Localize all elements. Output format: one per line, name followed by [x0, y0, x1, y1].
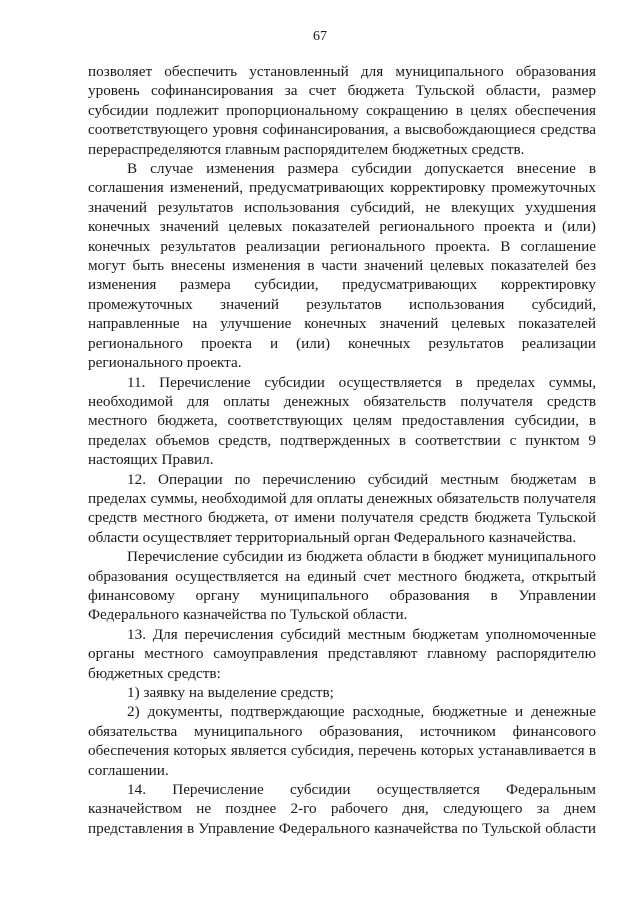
paragraph-item-11: 11. Перечисление субсидии осуществляется в пределах суммы, необходимой для оплаты денежных обязательств получателя средств местного бюджета, соответствующих целям предоставления субсидии, в пределах объемов средств, подтвержденных в соответствии с пунктом 9 настоящих Правил. — [88, 373, 596, 469]
paragraph-item-12: 12. Операции по перечислению субсидий местным бюджетам в пределах суммы, необходимой для оплаты денежных обязательств получателя средств местного бюджета, от имени получателя средств бюджета Тульской области осуществляет территориальный орган Федерального казначейства. — [88, 470, 596, 546]
paragraph-continuation: позволяет обеспечить установленный для муниципального образования уровень софинансирования за счет бюджета Тульской области, размер субсидии подлежит пропорциональному сокращению в целях обеспечения соответствующего уровня софинансирования, а высвобождающиеся средства перераспределяются главным распорядителем бюджетных средств. — [88, 63, 596, 158]
page-number: 67 — [313, 29, 327, 44]
paragraph-item-13-point-2: 2) документы, подтверждающие расходные, бюджетные и денежные обязательства муниципального образования, источником финансового обеспечения которых является субсидия, перечень которых устанавливается в соглашении. — [88, 703, 596, 779]
document-body — [88, 62, 596, 838]
paragraph-item-13: 13. Для перечисления субсидий местным бюджетам уполномоченные органы местного самоуправления представляют главному распорядителю бюджетных средств: — [88, 625, 596, 682]
paragraph-transfer-account: Перечисление субсидии из бюджета области в бюджет муниципального образования осуществляется на единый счет местного бюджета, открытый финансовому органу муниципального образования в Управлении Федерального казначейства по Тульской области. — [88, 548, 596, 624]
paragraph-subsidy-change: В случае изменения размера субсидии допускается внесение в соглашения изменений, предусматривающих корректировку промежуточных значений результатов использования субсидий, не влекущих ухудшения конечных значений целевых показателей регионального проекта и (или) конечных результатов реализации регионального проекта. В соглашение могут быть внесены изменения в части значений целевых показателей без изменения размера субсидии, предусматривающих корректировку промежуточных значений результатов использования субсидий, направленные на улучшение конечных значений целевых показателей регионального проекта и (или) конечных результатов реализации регионального проекта. — [88, 160, 596, 372]
paragraph-item-14: 14. Перечисление субсидии осуществляется Федеральным казначейством не позднее 2-го рабочего дня, следующего за днем представления в Управление Федерального казначейства по Тульской области — [88, 781, 596, 837]
paragraph-item-13-point-1: 1) заявку на выделение средств; — [127, 684, 334, 701]
